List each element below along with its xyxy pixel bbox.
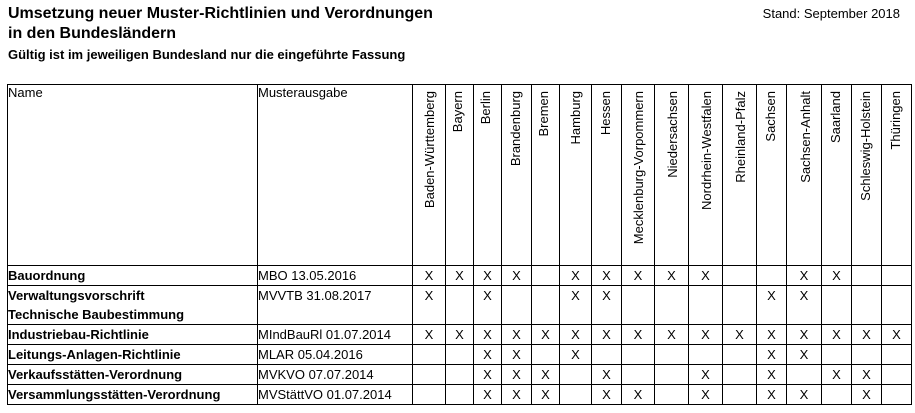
row-musterausgabe: MLAR 05.04.2016 <box>258 345 413 365</box>
state-mark-cell: X <box>757 325 787 345</box>
state-mark-cell: X <box>502 266 532 286</box>
row-name-cell <box>8 385 258 405</box>
state-mark-cell: X <box>502 345 532 365</box>
row-musterausgabe: MIndBauRl 01.07.2014 <box>258 325 413 345</box>
state-label: Hessen <box>598 91 613 136</box>
state-mark-cell: X <box>757 345 787 365</box>
state-mark-cell <box>622 345 655 365</box>
state-mark-cell <box>446 345 474 365</box>
title-line-1: Umsetzung neuer Muster-Richtlinien und Verordnungen <box>8 5 433 22</box>
state-mark-cell: X <box>560 286 592 325</box>
state-label: Baden-Württemberg <box>422 91 437 209</box>
state-mark-cell: X <box>502 365 532 385</box>
state-mark-cell <box>882 286 912 325</box>
row-name-cell <box>8 345 258 365</box>
state-mark-cell: X <box>622 266 655 286</box>
state-mark-cell: X <box>689 385 723 405</box>
row-musterausgabe: MVVTB 31.08.2017 <box>258 286 413 325</box>
state-label: Bayern <box>450 91 465 133</box>
state-mark-cell <box>689 345 723 365</box>
row-name: Leitungs-Anlagen-Richtlinie <box>8 347 181 362</box>
row-name-cell <box>8 286 258 325</box>
column-header-state <box>655 85 689 266</box>
state-mark-cell <box>655 345 689 365</box>
state-mark-cell: X <box>592 365 622 385</box>
state-mark-cell <box>723 345 757 365</box>
state-mark-cell <box>560 365 592 385</box>
state-mark-cell <box>655 385 689 405</box>
state-label: Niedersachsen <box>665 91 680 178</box>
state-mark-cell: X <box>757 286 787 325</box>
state-mark-cell: X <box>560 345 592 365</box>
state-label: Sachsen-Anhalt <box>798 91 813 183</box>
row-name-line-2: Technische Baubestimmung <box>8 307 185 322</box>
table-row <box>8 325 912 345</box>
state-mark-cell: X <box>474 365 502 385</box>
state-mark-cell <box>532 266 560 286</box>
state-label: Hamburg <box>568 91 583 145</box>
table-row <box>8 286 912 325</box>
state-mark-cell <box>532 286 560 325</box>
column-header-state <box>474 85 502 266</box>
row-name-cell <box>8 365 258 385</box>
state-mark-cell: X <box>655 325 689 345</box>
state-mark-cell: X <box>622 385 655 405</box>
umsetzung-table <box>7 84 912 405</box>
state-label: Rheinland-Pfalz <box>733 91 748 183</box>
state-mark-cell: X <box>474 325 502 345</box>
title-line-2: in den Bundesländern <box>8 25 177 42</box>
state-mark-cell: X <box>757 385 787 405</box>
state-mark-cell <box>413 365 446 385</box>
state-mark-cell <box>622 286 655 325</box>
row-name-cell <box>8 266 258 286</box>
row-name: Verkaufsstätten-Verordnung <box>8 367 183 382</box>
row-musterausgabe: MVStättVO 01.07.2014 <box>258 385 413 405</box>
state-mark-cell: X <box>852 385 882 405</box>
column-header-state <box>757 85 787 266</box>
table-row <box>8 365 912 385</box>
state-label: Sachsen <box>763 91 778 142</box>
state-mark-cell <box>757 266 787 286</box>
state-mark-cell: X <box>757 365 787 385</box>
table-row <box>8 266 912 286</box>
state-mark-cell <box>413 385 446 405</box>
row-musterausgabe: MBO 13.05.2016 <box>258 266 413 286</box>
state-mark-cell: X <box>560 266 592 286</box>
stand-date: Stand: September 2018 <box>762 6 900 21</box>
state-mark-cell <box>622 365 655 385</box>
state-mark-cell <box>446 286 474 325</box>
state-mark-cell <box>560 385 592 405</box>
state-mark-cell: X <box>474 385 502 405</box>
page-title <box>8 4 433 44</box>
header-row <box>8 85 912 266</box>
state-mark-cell: X <box>787 325 822 345</box>
state-mark-cell: X <box>592 286 622 325</box>
state-mark-cell: X <box>822 325 852 345</box>
state-mark-cell: X <box>560 325 592 345</box>
state-mark-cell: X <box>787 385 822 405</box>
state-mark-cell <box>446 365 474 385</box>
state-mark-cell: X <box>723 325 757 345</box>
state-label: Bremen <box>536 91 551 137</box>
column-header-state <box>413 85 446 266</box>
state-mark-cell <box>532 345 560 365</box>
page-subtitle: Gültig ist im jeweiligen Bundesland nur die eingeführte Fassung <box>8 47 406 62</box>
state-mark-cell: X <box>474 345 502 365</box>
state-label: Brandenburg <box>508 91 523 167</box>
state-mark-cell <box>446 385 474 405</box>
state-mark-cell: X <box>532 385 560 405</box>
column-header-state <box>822 85 852 266</box>
state-mark-cell <box>882 385 912 405</box>
state-mark-cell <box>723 365 757 385</box>
state-mark-cell <box>689 286 723 325</box>
column-header-name: Name <box>8 85 258 266</box>
row-name: Verwaltungsvorschrift <box>8 288 145 303</box>
state-mark-cell <box>852 266 882 286</box>
state-label: Schleswig-Holstein <box>858 91 873 201</box>
state-mark-cell: X <box>822 266 852 286</box>
state-mark-cell: X <box>446 266 474 286</box>
state-mark-cell: X <box>822 365 852 385</box>
state-mark-cell: X <box>592 325 622 345</box>
state-mark-cell: X <box>655 266 689 286</box>
state-mark-cell: X <box>474 266 502 286</box>
column-header-state <box>723 85 757 266</box>
state-mark-cell <box>852 345 882 365</box>
column-header-state <box>882 85 912 266</box>
column-header-state <box>852 85 882 266</box>
state-mark-cell: X <box>787 286 822 325</box>
state-mark-cell: X <box>852 365 882 385</box>
state-mark-cell <box>787 365 822 385</box>
column-header-state <box>787 85 822 266</box>
state-label: Nordrhein-Westfalen <box>699 91 714 210</box>
state-mark-cell: X <box>413 325 446 345</box>
state-mark-cell <box>723 266 757 286</box>
row-name: Versammlungsstätten-Verordnung <box>8 387 221 402</box>
column-header-state <box>622 85 655 266</box>
column-header-state <box>560 85 592 266</box>
state-label: Mecklenburg-Vorpommern <box>631 91 646 245</box>
column-header-state <box>592 85 622 266</box>
column-header-state <box>532 85 560 266</box>
state-mark-cell: X <box>592 385 622 405</box>
row-musterausgabe: MVKVO 07.07.2014 <box>258 365 413 385</box>
state-mark-cell: X <box>532 325 560 345</box>
table-row <box>8 345 912 365</box>
state-mark-cell: X <box>689 266 723 286</box>
state-mark-cell <box>592 345 622 365</box>
state-mark-cell <box>502 286 532 325</box>
state-mark-cell <box>882 365 912 385</box>
state-mark-cell <box>822 286 852 325</box>
state-mark-cell: X <box>852 325 882 345</box>
state-mark-cell <box>655 365 689 385</box>
row-name: Bauordnung <box>8 268 86 283</box>
state-mark-cell: X <box>532 365 560 385</box>
column-header-state <box>446 85 474 266</box>
state-mark-cell: X <box>882 325 912 345</box>
state-mark-cell: X <box>592 266 622 286</box>
state-mark-cell <box>413 345 446 365</box>
state-label: Berlin <box>478 91 493 125</box>
state-mark-cell <box>852 286 882 325</box>
state-mark-cell: X <box>502 385 532 405</box>
state-mark-cell: X <box>689 365 723 385</box>
state-mark-cell <box>822 345 852 365</box>
state-label: Saarland <box>828 91 843 144</box>
column-header-muster: Musterausgabe <box>258 85 413 266</box>
state-mark-cell: X <box>502 325 532 345</box>
state-mark-cell: X <box>413 286 446 325</box>
state-mark-cell: X <box>689 325 723 345</box>
state-mark-cell: X <box>474 286 502 325</box>
state-mark-cell: X <box>446 325 474 345</box>
state-mark-cell: X <box>787 345 822 365</box>
state-mark-cell <box>723 385 757 405</box>
row-name: Industriebau-Richtlinie <box>8 327 149 342</box>
column-header-state <box>502 85 532 266</box>
row-name-cell <box>8 325 258 345</box>
state-mark-cell: X <box>622 325 655 345</box>
state-mark-cell <box>882 345 912 365</box>
state-label: Thüringen <box>888 91 903 150</box>
state-mark-cell <box>822 385 852 405</box>
table-row <box>8 385 912 405</box>
state-mark-cell: X <box>787 266 822 286</box>
state-mark-cell <box>723 286 757 325</box>
state-mark-cell <box>882 266 912 286</box>
state-mark-cell: X <box>413 266 446 286</box>
column-header-state <box>689 85 723 266</box>
state-mark-cell <box>655 286 689 325</box>
